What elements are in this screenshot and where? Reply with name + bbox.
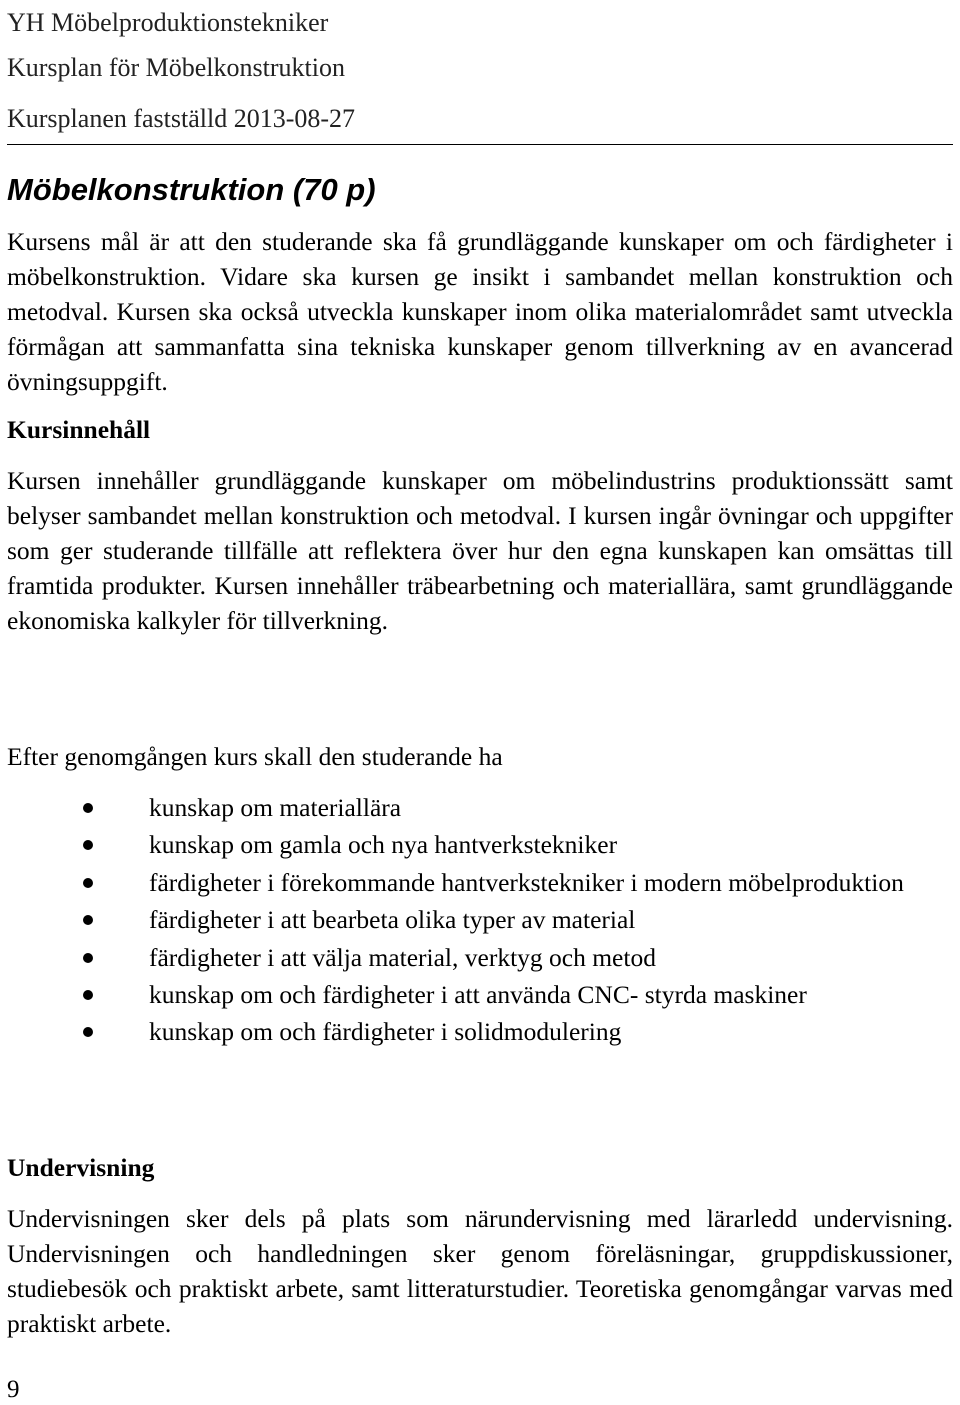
bullet-icon: [83, 803, 93, 813]
list-item: [7, 977, 953, 1012]
list-item-text: färdigheter i att välja material, verktyg och metod: [149, 942, 656, 972]
list-item-text: kunskap om och färdigheter i solidmodulering: [149, 1017, 622, 1047]
teaching-heading: Undervisning: [7, 1153, 155, 1182]
page-header: [7, 0, 953, 145]
bullet-icon: [83, 953, 93, 963]
list-item: [7, 827, 953, 862]
bullet-icon: [83, 990, 93, 1000]
course-plan-title: Kursplan för Möbelkonstruktion: [7, 53, 345, 82]
content-section: [7, 463, 953, 638]
page-number: 9: [7, 1376, 20, 1403]
list-item-text: kunskap om och färdigheter i att använda CNC- styrda maskiner: [149, 979, 807, 1009]
list-item-text: kunskap om gamla och nya hantverkstekniker: [149, 830, 618, 860]
teaching-section: [7, 1201, 953, 1341]
bullet-icon: [83, 915, 93, 925]
bullet-icon: [83, 840, 93, 850]
content-heading: Kursinnehåll: [7, 415, 151, 444]
outcomes-intro: Efter genomgången kurs skall den studerande ha: [7, 742, 503, 771]
course-title: Möbelkonstruktion (70 p): [7, 172, 376, 207]
list-item-text: färdigheter i att bearbeta olika typer av material: [149, 905, 636, 935]
course-goal-section: [7, 224, 953, 399]
bullet-icon: [83, 1027, 93, 1037]
list-item: [7, 902, 953, 937]
list-item: [7, 865, 953, 900]
list-item: [7, 1014, 953, 1049]
content-text: Kursen innehåller grundläggande kunskaper om möbelindustrins produktionssätt samt belyser sambandet mellan konstruktion och metodval. I kursen ingår övningar och uppgifter som ger studerande tillfälle att reflektera över hur den egna kunskapen kan omsättas till framtida produkter. Kursen innehåller träbearbetning och materiallära, samt grundläggande ekonomiska kalkyler för tillverkning.: [7, 466, 953, 635]
plan-date: Kursplanen fastställd 2013-08-27: [7, 104, 356, 133]
list-item-text: färdigheter i förekommande hantverkstekniker i modern möbelproduktion: [149, 867, 904, 897]
bullet-icon: [83, 878, 93, 888]
list-item: [7, 790, 953, 825]
list-item: [7, 940, 953, 975]
outcomes-list: [7, 790, 953, 1052]
teaching-text: Undervisningen sker dels på plats som närundervisning med lärarledd undervisning. Undervisningen och handledningen sker genom föreläsningar, gruppdiskussioner, studiebesök och praktiskt arbete, samt litteraturstudier. Teoretiska genomgångar varvas med praktiskt arbete.: [7, 1204, 953, 1338]
document-page: [7, 0, 953, 1403]
course-goal-text: Kursens mål är att den studerande ska få grundläggande kunskaper om och färdigheter i möbelkonstruktion. Vidare ska kursen ge insikt i sambandet mellan konstruktion och metodval. Kursen ska också utveckla kunskaper inom olika materialområdet samt utveckla förmågan att sammanfatta sina tekniska kunskaper genom tillverkning av en avancerad övningsuppgift.: [7, 227, 953, 396]
program-name: YH Möbelproduktionstekniker: [7, 8, 329, 37]
list-item-text: kunskap om materiallära: [149, 793, 402, 822]
